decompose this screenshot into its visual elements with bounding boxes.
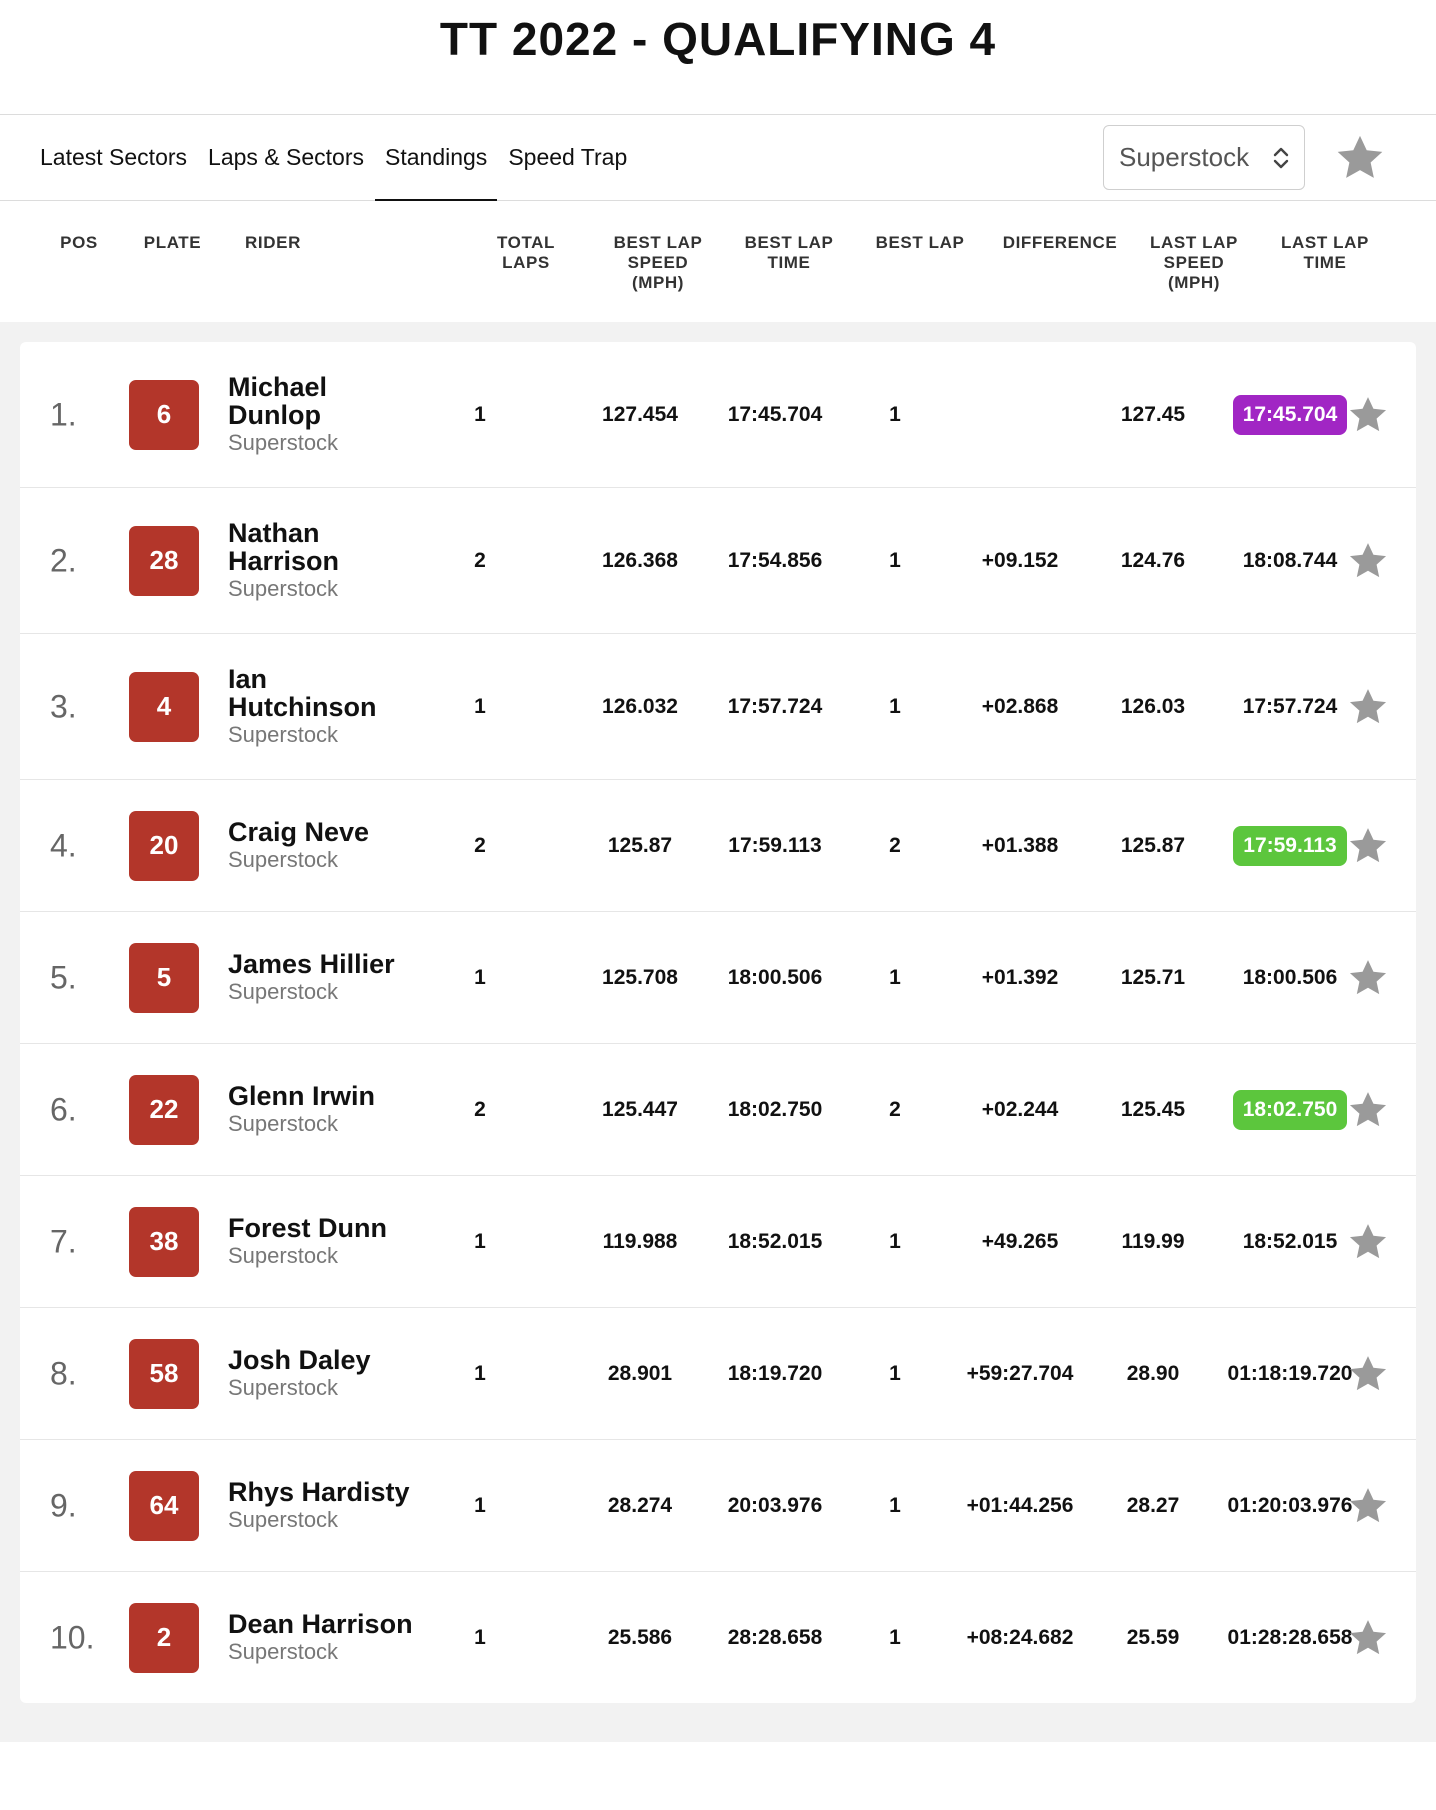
last-lap-speed: 125.87 [1120,833,1186,857]
position: 10. [50,1619,95,1655]
best-lap-speed: 125.708 [602,965,678,989]
table-row[interactable] [20,488,1416,634]
col-best-lap: BEST LAP [875,233,965,252]
last-lap-time-personal-best-badge: 17:59.113 [1233,826,1346,866]
last-lap-speed: 124.76 [1120,548,1186,572]
last-lap-time: 18:52.015 [1242,1229,1338,1253]
plate-number: 22 [129,1075,199,1145]
position: 9. [50,1487,77,1523]
plate-number: 20 [129,811,199,881]
col-last-lap-time-line: TIME [1303,253,1347,272]
last-lap-time-cell [1215,826,1365,866]
rider [228,1478,410,1534]
best-lap-speed: 28.901 [607,1361,673,1385]
total-laps: 2 [474,548,486,572]
star-icon[interactable] [1347,1089,1389,1131]
last-lap-speed: 127.45 [1120,402,1186,426]
rider-name: Hutchinson [228,691,377,722]
rider [228,519,339,603]
nav-bar [0,115,1436,201]
table-row[interactable] [20,1044,1416,1176]
rider [228,950,395,1006]
rider-name: Michael [228,371,328,402]
rider-name: Dean Harrison [228,1608,413,1639]
tab-speed-trap[interactable]: Speed Trap [508,144,628,170]
best-lap-time: 20:03.976 [727,1493,823,1517]
position: 5. [50,959,77,995]
last-lap-time-cell [1215,549,1365,573]
star-icon[interactable] [1347,394,1389,436]
total-laps: 2 [474,1097,486,1121]
star-icon[interactable] [1347,825,1389,867]
standings-area [0,322,1436,1742]
best-lap-speed: 125.447 [602,1097,678,1121]
best-lap: 1 [889,1229,901,1253]
table-row[interactable] [20,1440,1416,1572]
page-title: TT 2022 - QUALIFYING 4 [439,13,997,65]
rider [228,1214,387,1270]
best-lap-speed: 119.988 [602,1229,678,1253]
rider-name: Josh Daley [228,1344,371,1375]
difference: +01:44.256 [966,1493,1074,1517]
position: 1. [50,396,77,432]
total-laps: 1 [474,402,486,426]
plate-number: 6 [129,380,199,450]
rider-name: James Hillier [228,948,395,979]
last-lap-time-cell [1215,1362,1365,1386]
best-lap-time: 17:59.113 [728,833,822,857]
best-lap-speed: 126.368 [602,548,678,572]
plate-number: 5 [129,943,199,1013]
best-lap-speed: 28.274 [607,1493,673,1517]
star-icon[interactable] [1347,686,1389,728]
total-laps: 1 [474,1625,486,1649]
best-lap: 2 [889,833,901,857]
title-bar [0,0,1436,115]
rider-class: Superstock [228,978,339,1004]
col-difference: DIFFERENCE [1002,233,1118,252]
total-laps: 1 [474,694,486,718]
difference: +09.152 [981,548,1059,572]
table-row[interactable] [20,634,1416,780]
best-lap: 1 [889,402,901,426]
last-lap-time-cell [1215,1494,1365,1518]
col-total-laps [480,233,572,273]
position: 8. [50,1355,77,1391]
last-lap-speed: 25.59 [1126,1625,1180,1649]
difference: +01.388 [981,833,1059,857]
class-select[interactable] [1103,125,1305,190]
rider-class: Superstock [228,846,339,872]
star-icon[interactable] [1347,1353,1389,1395]
position: 2. [50,542,77,578]
col-last-lap-time-line: LAST LAP [1281,233,1369,252]
best-lap: 1 [889,1493,901,1517]
total-laps: 1 [474,1361,486,1385]
star-icon[interactable] [1334,132,1386,184]
total-laps: 2 [474,833,486,857]
col-best-lap-speed-line: SPEED [627,253,689,272]
last-lap-speed: 28.27 [1126,1493,1180,1517]
best-lap-time: 17:45.704 [727,402,823,426]
rider-name: Glenn Irwin [228,1080,376,1111]
col-best-lap-time-line: BEST LAP [744,233,834,252]
col-best-lap-speed [600,233,716,293]
best-lap: 1 [889,694,901,718]
plate-number: 4 [129,672,199,742]
best-lap: 1 [889,1361,901,1385]
star-icon[interactable] [1347,1221,1389,1263]
col-last-lap-speed-line: SPEED [1163,253,1225,272]
last-lap-time-overall-best-badge: 17:45.704 [1233,395,1348,435]
difference: +49.265 [981,1229,1059,1253]
last-lap-time: 17:57.724 [1242,694,1338,718]
best-lap-speed: 125.87 [607,833,673,857]
best-lap-speed: 126.032 [602,694,678,718]
last-lap-speed: 125.71 [1120,965,1186,989]
best-lap-speed: 127.454 [602,402,678,426]
column-headers [0,201,1436,322]
col-best-lap-speed-line: BEST LAP [613,233,703,252]
col-total-laps-line: LAPS [502,253,550,272]
difference: +02.244 [981,1097,1059,1121]
col-total-laps-line: TOTAL [496,233,556,252]
best-lap-time: 18:19.720 [727,1361,823,1385]
best-lap: 2 [889,1097,901,1121]
best-lap-time: 18:00.506 [727,965,823,989]
table-row[interactable] [20,1572,1416,1703]
tab-list [0,115,638,200]
last-lap-time: 18:08.744 [1242,548,1338,572]
last-lap-time-cell [1215,395,1365,435]
rider [228,1082,375,1138]
rider [228,665,377,749]
difference: +01.392 [981,965,1059,989]
total-laps: 1 [474,1493,486,1517]
last-lap-speed: 125.45 [1120,1097,1186,1121]
rider [228,1610,413,1666]
last-lap-time-cell [1215,1090,1365,1130]
best-lap-speed: 25.586 [607,1625,673,1649]
best-lap-time: 18:02.750 [727,1097,823,1121]
col-last-lap-speed-line: (MPH) [1167,273,1221,292]
table-row[interactable] [20,912,1416,1044]
difference: +02.868 [981,694,1059,718]
last-lap-time-cell [1215,695,1365,719]
best-lap: 1 [889,965,901,989]
last-lap-time-personal-best-badge: 18:02.750 [1233,1090,1348,1130]
best-lap: 1 [889,1625,901,1649]
total-laps: 1 [474,1229,486,1253]
col-rider: RIDER [245,233,301,252]
rider-class: Superstock [228,1374,339,1400]
rider-name: Nathan [228,517,320,548]
rider [228,1346,371,1402]
table-row[interactable] [20,780,1416,912]
rider [228,818,369,874]
star-icon[interactable] [1347,540,1389,582]
position: 4. [50,827,77,863]
rider-class: Superstock [228,721,339,747]
plate-number: 58 [129,1339,199,1409]
col-last-lap-time [1267,233,1383,273]
best-lap-time: 18:52.015 [727,1229,823,1253]
table-row[interactable] [20,342,1416,488]
tab-standings[interactable]: Standings [375,115,497,200]
rider [228,373,338,457]
last-lap-time: 18:00.506 [1242,965,1338,989]
plate-number: 64 [129,1471,199,1541]
total-laps: 1 [474,965,486,989]
star-icon[interactable] [1347,1617,1389,1659]
standings-table [20,342,1416,1703]
last-lap-time: 01:28:28.658 [1227,1625,1353,1649]
difference: +59:27.704 [966,1361,1074,1385]
class-select-value: Superstock [1119,142,1250,172]
position: 3. [50,688,77,724]
rider-name: Dunlop [228,399,321,430]
rider-name: Harrison [228,545,340,576]
plate-number: 2 [129,1603,199,1673]
plate-number: 28 [129,526,199,596]
last-lap-time-cell [1215,1626,1365,1650]
rider-class: Superstock [228,1242,339,1268]
star-icon[interactable] [1347,957,1389,999]
col-best-lap-speed-line: (MPH) [631,273,685,292]
chevron-up-down-icon [1272,145,1290,171]
table-row[interactable] [20,1176,1416,1308]
col-last-lap-speed [1136,233,1252,293]
position: 6. [50,1091,77,1127]
last-lap-time: 01:20:03.976 [1227,1493,1353,1517]
last-lap-speed: 119.99 [1121,1229,1185,1253]
best-lap-time: 28:28.658 [727,1625,823,1649]
rider-name: Craig Neve [228,816,370,847]
col-last-lap-speed-line: LAST LAP [1150,233,1238,252]
rider-name: Ian [228,663,268,694]
last-lap-speed: 28.90 [1126,1361,1180,1385]
tab-laps-sectors[interactable]: Laps & Sectors [208,144,364,170]
position: 7. [50,1223,77,1259]
last-lap-speed: 126.03 [1120,694,1186,718]
last-lap-time: 01:18:19.720 [1227,1361,1353,1385]
best-lap: 1 [889,548,901,572]
best-lap-time: 17:57.724 [727,694,823,718]
best-lap-time: 17:54.856 [727,548,823,572]
rider-class: Superstock [228,1638,339,1664]
col-best-lap-time [731,233,847,273]
col-best-lap-time-line: TIME [767,253,811,272]
star-icon[interactable] [1347,1485,1389,1527]
tab-latest-sectors[interactable]: Latest Sectors [40,144,188,170]
table-row[interactable] [20,1308,1416,1440]
col-pos: POS [60,233,98,252]
rider-class: Superstock [228,575,339,601]
rider-name: Forest Dunn [228,1212,387,1243]
col-plate: PLATE [143,233,202,252]
difference: +08:24.682 [966,1625,1074,1649]
rider-name: Rhys Hardisty [228,1476,410,1507]
plate-number: 38 [129,1207,199,1277]
rider-class: Superstock [228,429,339,455]
rider-class: Superstock [228,1110,339,1136]
last-lap-time-cell [1215,1230,1365,1254]
last-lap-time-cell [1215,966,1365,990]
rider-class: Superstock [228,1506,339,1532]
